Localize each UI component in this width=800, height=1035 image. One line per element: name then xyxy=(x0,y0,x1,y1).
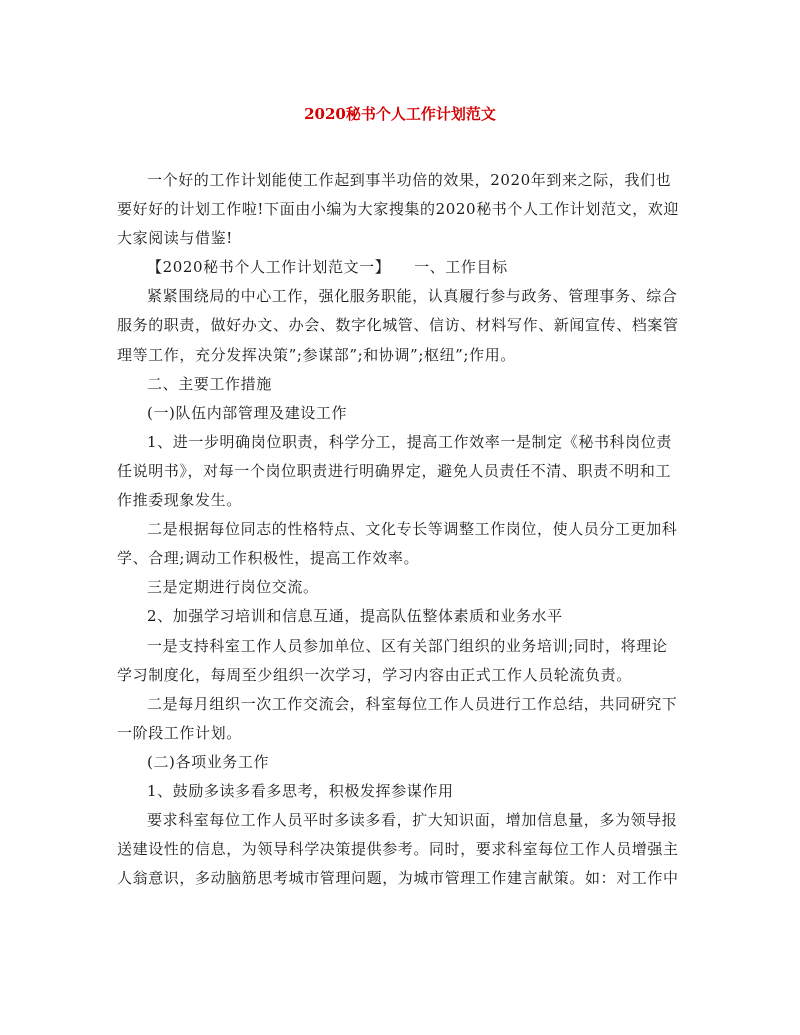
paragraph-line: 送建设性的信息，为领导科学决策提供参考。同时，要求科室每位工作人员增强主 xyxy=(117,840,679,859)
body-paragraph xyxy=(117,282,683,369)
paragraph-line: 紧紧围绕局的中心工作，强化服务职能，认真履行参与政务、管理事务、综合 xyxy=(147,287,678,306)
paragraph-line: 1、进一步明确岗位职责，科学分工，提高工作效率一是制定《秘书科岗位责 xyxy=(147,432,672,451)
body-paragraph xyxy=(117,515,683,573)
paragraph-line: 二是根据每位同志的性格特点、文化专长等调整工作岗位，使人员分工更加科 xyxy=(147,520,678,539)
paragraph-line: 要好好的计划工作啦!下面由小编为大家搜集的2020秘书个人工作计划范文，欢迎 xyxy=(117,200,680,219)
paragraph-line: 大家阅读与借鉴! xyxy=(117,229,233,248)
paragraph-line: 一个好的工作计划能使工作起到事半功倍的效果，2020年到来之际，我们也 xyxy=(147,171,672,189)
paragraph-line: 学、合理;调动工作积极性，提高工作效率。 xyxy=(117,549,420,568)
body-paragraph xyxy=(117,806,683,893)
body-paragraph xyxy=(117,573,683,602)
paragraph-line: 三是定期进行岗位交流。 xyxy=(147,578,319,597)
paragraph-line: 二是每月组织一次工作交流会，科室每位工作人员进行工作总结，共同研究下 xyxy=(147,694,678,713)
body-paragraph xyxy=(117,253,683,282)
paragraph-line: 2、加强学习培训和信息互通，提高队伍整体素质和业务水平 xyxy=(147,607,563,626)
paragraph-line: (二)各项业务工作 xyxy=(147,752,270,771)
paragraph-line: (一)队伍内部管理及建设工作 xyxy=(147,403,348,422)
body-paragraph xyxy=(117,632,683,690)
body-paragraph xyxy=(117,399,683,428)
document-body xyxy=(117,166,683,893)
paragraph-line: 要求科室每位工作人员平时多读多看，扩大知识面，增加信息量，多为领导报 xyxy=(147,811,678,830)
paragraph-line: 理等工作，充分发挥决策”;参谋部”;和协调”;枢纽”;作用。 xyxy=(117,345,516,364)
body-paragraph xyxy=(117,690,683,748)
paragraph-line: 一是支持科室工作人员参加单位、区有关部门组织的业务培训;同时，将理论 xyxy=(147,636,668,655)
body-paragraph xyxy=(117,748,683,777)
paragraph-line: 服务的职责，做好办文、办会、数字化城管、信访、材料写作、新闻宣传、档案管 xyxy=(117,316,679,335)
body-paragraph xyxy=(117,428,683,515)
body-paragraph xyxy=(117,602,683,631)
body-paragraph xyxy=(117,370,683,399)
paragraph-line: 【2020秘书个人工作计划范文一】 一、工作目标 xyxy=(147,258,508,277)
paragraph-line: 1、鼓励多读多看多思考，积极发挥参谋作用 xyxy=(147,781,454,800)
paragraph-line: 人翁意识，多动脑筋思考城市管理问题，为城市管理工作建言献策。如：对工作中 xyxy=(117,869,679,888)
paragraph-line: 一阶段工作计划。 xyxy=(117,723,242,742)
paragraph-line: 作推委现象发生。 xyxy=(117,491,242,510)
document-title: 2020秘书个人工作计划范文 xyxy=(304,105,496,123)
paragraph-line: 任说明书》，对每一个岗位职责进行明确界定，避免人员责任不清、职责不明和工 xyxy=(117,461,672,480)
body-paragraph xyxy=(117,166,683,253)
paragraph-line: 二、主要工作措施 xyxy=(147,374,272,393)
paragraph-line: 学习制度化，每周至少组织一次学习，学习内容由正式工作人员轮流负责。 xyxy=(117,665,632,684)
body-paragraph xyxy=(117,777,683,806)
